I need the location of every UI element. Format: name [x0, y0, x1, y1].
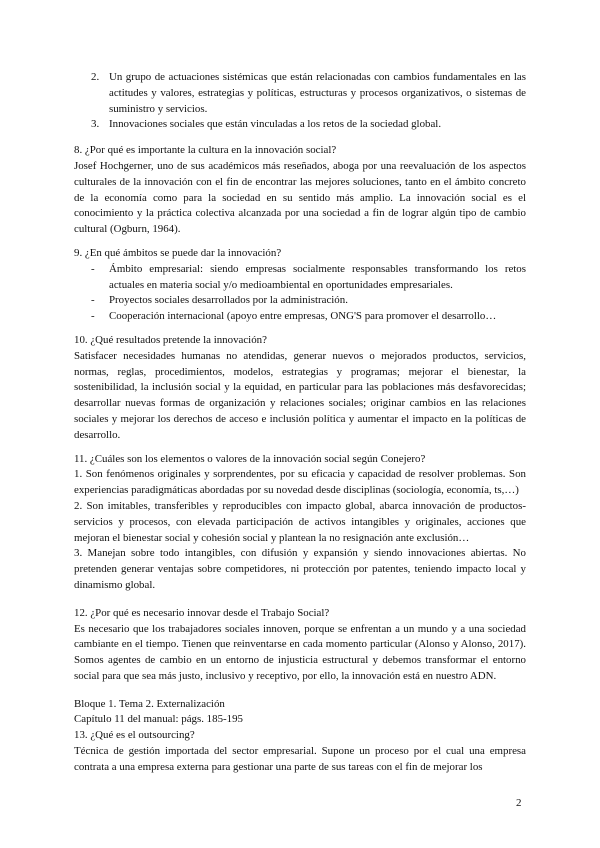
list-item	[74, 70, 526, 117]
list-number: 3.	[91, 118, 100, 131]
list-item	[74, 293, 526, 309]
answer-12: Es necesario que los trabajadores sociales innoven, porque se enfrentan a un mundo y a una sociedad cambiante en el tiempo. Tienen que reinventarse en cada momento particular (Alonso y Alonso, 2017). Somos agentes de cambio en un entorno de injusticia estructural y debemos transformar el entorno social para que sea más justo, inclusivo y receptivo, por ello, la innovación está en nuestro ADN.	[74, 622, 526, 682]
list-item-text: Ámbito empresarial: siendo empresas socialmente responsables transformando los retos actuales en materia social y/o medioambiental en oportunidades empresariales.	[109, 262, 526, 291]
list-item	[74, 262, 526, 294]
list-number: 2.	[91, 71, 100, 83]
list-item	[74, 117, 526, 133]
answer-11-point-3: 3. Manejan sobre todo intangibles, con difusión y expansión y siendo innovaciones abiertas. No pretenden generar ventajas sobre competidores, ni protección por patentes, teniendo impacto local y dinamismo global.	[74, 547, 526, 591]
list-item-text: Cooperación internacional (apoyo entre empresas, ONG'S para promover el desarrollo…	[109, 310, 497, 323]
answer-11-point-1: 1. Son fenómenos originales y sorprendentes, por su eficacia y capacidad de resolver problemas. Son experiencias paradigmáticas abordadas por su novedad desde disciplinas (sociología, economía, ts,…)	[74, 468, 526, 497]
dash-list	[74, 262, 526, 325]
answer-10: Satisfacer necesidades humanas no atendidas, generar nuevos o mejorados productos, servicios, normas, reglas, procedimientos, modelos, estrategias y programas; mejorar el bienestar, la sostenibilidad, la inclusión social y la equidad, en particular para las poblaciones más desfavorecidas; desarrollar nuevas formas de organización y relaciones sociales; originar cambios en las relaciones sociales y mejorar los derechos de acceso e inclusión política y aumentar el impacto en la políticas de desarrollo.	[74, 349, 526, 441]
list-item-text: Innovaciones sociales que están vinculadas a los retos de la sociedad global.	[109, 118, 442, 131]
question-13: 13. ¿Qué es el outsourcing?	[74, 729, 195, 742]
dash-bullet: -	[91, 294, 95, 307]
list-item	[74, 309, 526, 325]
page-content	[74, 70, 526, 776]
numbered-list	[74, 70, 526, 133]
answer-11-point-2: 2. Son imitables, transferibles y reproducibles con impacto global, abarca innovación de productos-servicios y procesos, con elevada participación de activos intangibles y originales, acciones que mejoran el bienestar social y cohesión social y plantean la no resignación ante exclusión…	[74, 499, 526, 544]
question-8: 8. ¿Por qué es importante la cultura en la innovación social?	[74, 144, 337, 157]
block-title: Bloque 1. Tema 2. Externalización	[74, 697, 225, 710]
dash-bullet: -	[91, 262, 95, 275]
question-9: 9. ¿En qué ámbitos se puede dar la innovación?	[74, 246, 282, 259]
answer-13: Técnica de gestión importada del sector empresarial. Supone un proceso por el cual una empresa contrata a una empresa externa para gestionar una parte de sus tareas con el fin de mejorar los	[74, 745, 526, 773]
list-item-text: Un grupo de actuaciones sistémicas que están relacionadas con cambios fundamentales en las actitudes y valores, estrategias y políticas, estructuras y procesos organizativos, o sistemas de suministro y servicios.	[109, 71, 526, 115]
question-10: 10. ¿Qué resultados pretende la innovación?	[74, 333, 267, 346]
page-number: 2	[516, 797, 522, 809]
answer-8: Josef Hochgerner, uno de sus académicos más reseñados, aboga por una reevaluación de los aspectos culturales de la innovación con el fin de encontrar las mejores soluciones, tanto en el ámbito concreto de la economía como para la sociedad en su sentido más amplio. La innovación social es el conocimiento y la práctica colectiva alcanzada por una sociedad a fin de lograr algún tipo de cambio cultural (Ogburn, 1964).	[74, 159, 526, 236]
question-12: 12. ¿Por qué es necesario innovar desde el Trabajo Social?	[74, 606, 330, 619]
list-item-text: Proyectos sociales desarrollados por la administración.	[109, 294, 348, 307]
dash-bullet: -	[91, 310, 95, 323]
question-11: 11. ¿Cuáles son los elementos o valores de la innovación social según Conejero?	[74, 452, 426, 465]
chapter-reference: Capítulo 11 del manual: págs. 185-195	[74, 713, 243, 726]
